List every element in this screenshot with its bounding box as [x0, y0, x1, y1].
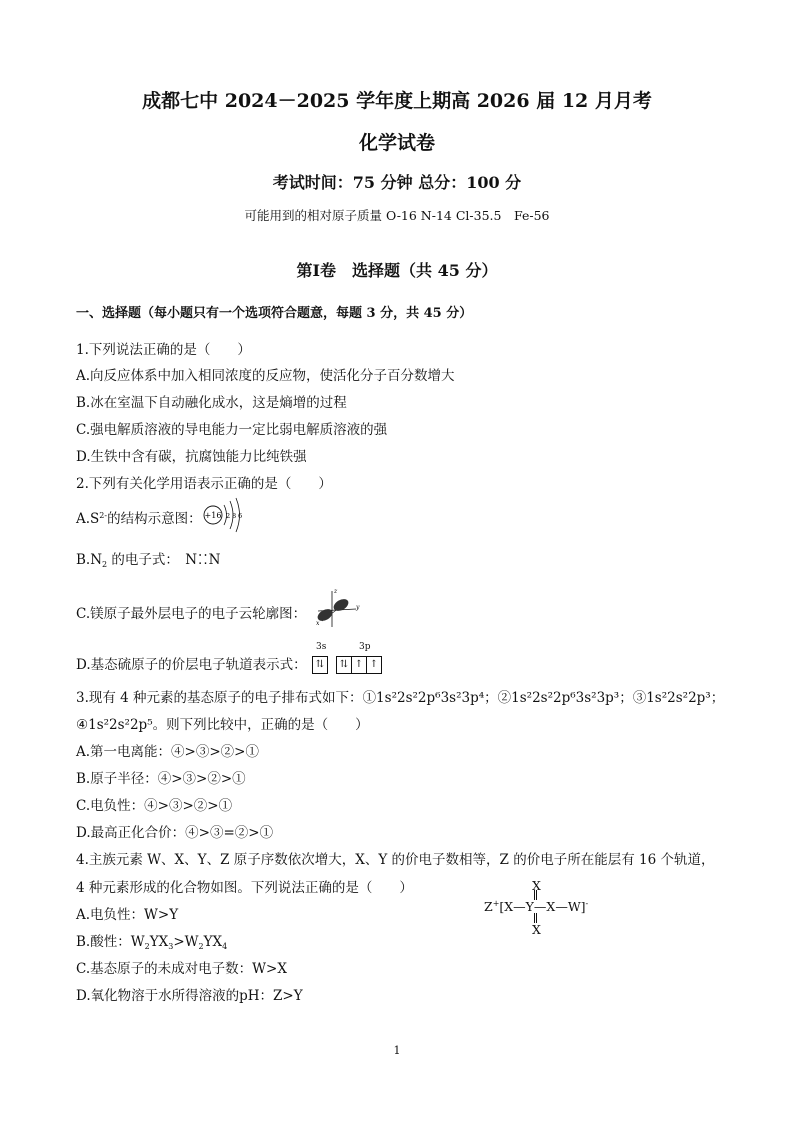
orbital-box-3s: ⇅: [312, 656, 328, 674]
shell-2-count: 8: [232, 512, 237, 520]
q4-b-prefix: B.酸性：W: [76, 934, 145, 950]
n2-electron-formula: N⁚⁚N: [185, 552, 222, 568]
q4-b-end: YX: [203, 934, 223, 950]
q4-b-mid: YX: [149, 934, 169, 950]
anion-chain: [X—Y—X—W]: [499, 899, 586, 914]
compound-structure-diagram: [484, 878, 614, 938]
q2-b-sub: 2: [102, 560, 108, 569]
q3-config-3: ③1s²2s²2p³；: [632, 690, 725, 706]
anion-charge: -: [585, 899, 589, 908]
q3-config-1: ①1s²2s²2p⁶3s²3p⁴；: [362, 690, 498, 706]
page-number: 1: [393, 1044, 401, 1057]
q1-stem: 1.下列说法正确的是（ ）: [76, 342, 251, 358]
q3-stem-suffix: 则下列比较中，正确的是（ ）: [166, 717, 369, 733]
orbital-3s-label: 3s: [316, 642, 327, 652]
q2-a-sup: 2-: [99, 511, 108, 520]
q3-config-4: ④1s²2s²2p⁵。: [76, 717, 167, 733]
q4-option-a: A.电负性：W>Y: [76, 907, 179, 923]
q3-config-2: ②1s²2s²2p⁶3s²3p³；: [497, 690, 633, 706]
shell-1-count: 2: [226, 512, 231, 520]
cation-charge: +: [492, 899, 500, 908]
sulfur-ion-structure-diagram: [200, 495, 250, 535]
orbital-box-3p-3: ↑: [366, 656, 382, 674]
q2-option-b: [76, 548, 221, 568]
exam-title: 成都七中 2024－2025 学年度上期高 2026 届 12 月月考: [142, 90, 652, 112]
q2-a-prefix: A.S: [76, 511, 100, 527]
q2-stem: 2.下列有关化学用语表示正确的是（ ）: [76, 476, 332, 492]
q2-option-a: [76, 507, 202, 527]
q2-b-prefix: B.N: [76, 552, 103, 568]
q3-stem-line1: [76, 686, 724, 706]
z-axis-label: z: [334, 588, 338, 595]
orbital-3p-label: 3p: [359, 642, 371, 652]
q2-option-c: C.镁原子最外层电子的电子云轮廓图：: [76, 606, 307, 622]
q4-stem-line1: 4.主族元素 W、X、Y、Z 原子序数依次增大，X、Y 的价电子数相等，Z 的价电子所在能层有 16 个轨道，: [76, 852, 715, 868]
q4-stem-line2: 4 种元素形成的化合物如图。下列说法正确的是（ ）: [76, 880, 413, 896]
x-axis-label: x: [316, 620, 320, 627]
structure-main-chain: [484, 899, 588, 914]
shell-3-count: 6: [238, 512, 243, 520]
q4-b-sub4: 4: [222, 942, 228, 951]
q3-stem-line2: [76, 713, 369, 733]
orbital-box-3p-1: ⇅: [336, 656, 352, 674]
q2-b-text: 的电子式：: [107, 552, 179, 568]
q4-option-c: C.基态原子的未成对电子数：W>X: [76, 961, 287, 977]
q3-stem-prefix: 3.现有 4 种元素的基态原子的电子排布式如下：: [76, 690, 363, 706]
q3-option-b: B.原子半径：④>③>②>①: [76, 771, 246, 787]
q3-option-a: A.第一电离能：④>③>②>①: [76, 744, 259, 760]
q4-b-compare: >W: [173, 934, 199, 950]
exam-info: 考试时间：75 分钟 总分：100 分: [272, 173, 522, 192]
sulfur-orbital-diagram: [310, 642, 400, 676]
q4-option-d: D.氧化物溶于水所得溶液的pH：Z>Y: [76, 988, 303, 1004]
y-axis-label: y: [356, 604, 360, 611]
nucleus-charge: +16: [204, 511, 222, 520]
mg-electron-cloud-diagram: [312, 585, 362, 629]
q3-option-c: C.电负性：④>③>②>①: [76, 798, 233, 814]
q2-option-d: D.基态硫原子的价层电子轨道表示式：: [76, 657, 307, 673]
q1-option-c: C.强电解质溶液的导电能力一定比弱电解质溶液的强: [76, 422, 388, 438]
atomic-masses: 可能用到的相对原子质量 O-16 N-14 Cl-35.5 Fe-56: [244, 208, 550, 223]
cation-z: Z: [484, 899, 493, 914]
q4-b-sub2: 3: [168, 942, 174, 951]
q1-option-d: D.生铁中含有碳，抗腐蚀能力比纯铁强: [76, 449, 307, 465]
q1-option-b: B.冰在室温下自动融化成水，这是熵增的过程: [76, 395, 347, 411]
orbital-box-3p-2: ↑: [351, 656, 367, 674]
part-title: 第Ⅰ卷 选择题（共 45 分）: [296, 261, 498, 280]
q4-b-sub1: 2: [144, 942, 150, 951]
q4-b-sub3: 2: [198, 942, 204, 951]
structure-top-x: X: [532, 878, 541, 893]
q3-option-d: D.最高正化合价：④>③=②>①: [76, 825, 274, 841]
section-title: 一、选择题（每小题只有一个选项符合题意，每题 3 分，共 45 分）: [76, 306, 473, 321]
q2-a-text: 的结构示意图：: [107, 511, 202, 527]
subject-title: 化学试卷: [358, 132, 435, 154]
structure-bottom-x: X: [532, 922, 541, 937]
q4-option-b: [76, 930, 227, 950]
q1-option-a: A.向反应体系中加入相同浓度的反应物，使活化分子百分数增大: [76, 368, 455, 384]
